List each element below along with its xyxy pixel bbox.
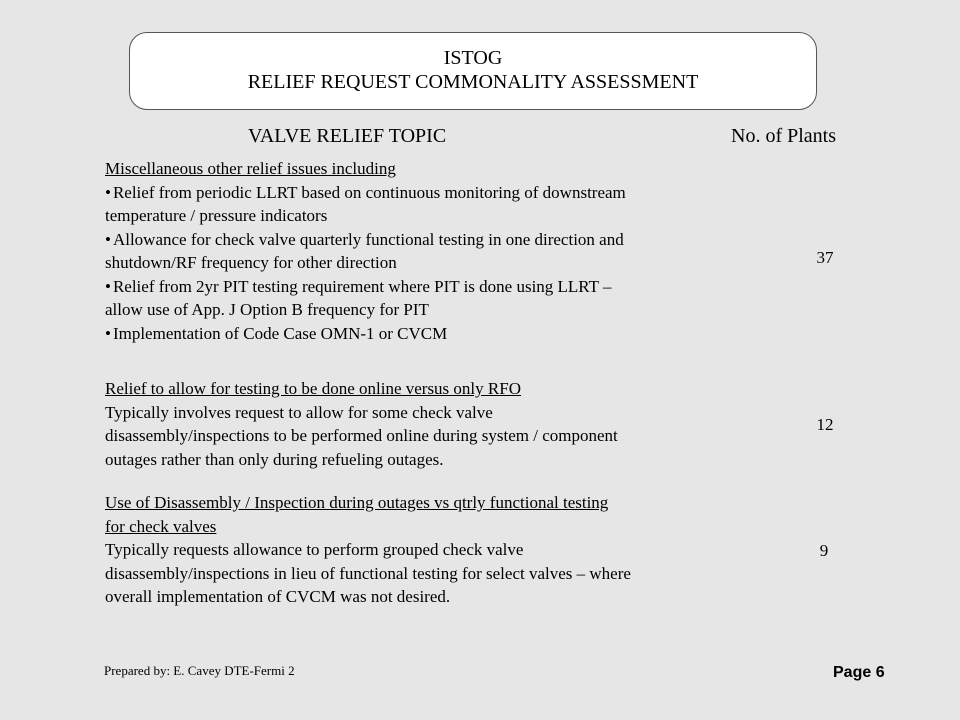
list-item-continuation: allow use of App. J Option B frequency for PIT xyxy=(105,300,429,319)
plant-count: 37 xyxy=(816,248,834,267)
title-box xyxy=(129,32,817,110)
section-text-line: outages rather than only during refueling outages. xyxy=(105,449,444,469)
list-item-text: Allowance for check valve quarterly functional testing in one direction and xyxy=(112,229,624,249)
column-header-topic: VALVE RELIEF TOPIC xyxy=(248,125,447,147)
section-text-line: disassembly/inspections to be performed online during system / component xyxy=(105,426,618,445)
section-heading: Relief to allow for testing to be done online versus only RFO xyxy=(105,379,521,398)
section-misc-relief xyxy=(105,157,775,345)
prepared-by: Prepared by: E. Cavey DTE-Fermi 2 xyxy=(104,663,295,678)
list-item xyxy=(105,181,775,205)
list-item-text: Implementation of Code Case OMN-1 or CVCM xyxy=(112,323,448,343)
section-text-line: disassembly/inspections in lieu of functional testing for select valves – where xyxy=(105,563,631,583)
title-line-1: ISTOG xyxy=(443,47,503,69)
section-heading-continuation: for check valves xyxy=(105,516,217,536)
list-item-text: Relief from 2yr PIT testing requirement where PIT is done using LLRT – xyxy=(112,276,612,296)
list-item-continuation: temperature / pressure indicators xyxy=(105,206,328,225)
bullet-icon: • xyxy=(105,229,111,249)
list-item-continuation: shutdown/RF frequency for other direction xyxy=(105,253,397,272)
section-heading: Miscellaneous other relief issues including xyxy=(105,159,396,178)
column-header-plants: No. of Plants xyxy=(731,125,836,147)
section-text-line: overall implementation of CVCM was not desired. xyxy=(105,587,451,606)
section-text-line: Typically requests allowance to perform grouped check valve xyxy=(105,540,524,559)
list-item xyxy=(105,228,775,252)
list-item-text: Relief from periodic LLRT based on continuous monitoring of downstream xyxy=(112,182,626,202)
plant-count: 9 xyxy=(819,541,829,560)
section-text-line: Typically involves request to allow for some check valve xyxy=(105,402,493,422)
list-item xyxy=(105,275,775,299)
page-number: Page 6 xyxy=(833,664,885,681)
section-disassembly-inspection xyxy=(105,491,775,609)
bullet-icon: • xyxy=(105,323,111,343)
plant-count: 12 xyxy=(816,415,834,434)
section-online-testing xyxy=(105,377,775,471)
title-line-2: RELIEF REQUEST COMMONALITY ASSESSMENT xyxy=(247,71,699,93)
bullet-icon: • xyxy=(105,182,111,202)
list-item xyxy=(105,322,775,346)
bullet-icon: • xyxy=(105,276,111,296)
section-heading: Use of Disassembly / Inspection during outages vs qtrly functional testing xyxy=(105,493,609,512)
